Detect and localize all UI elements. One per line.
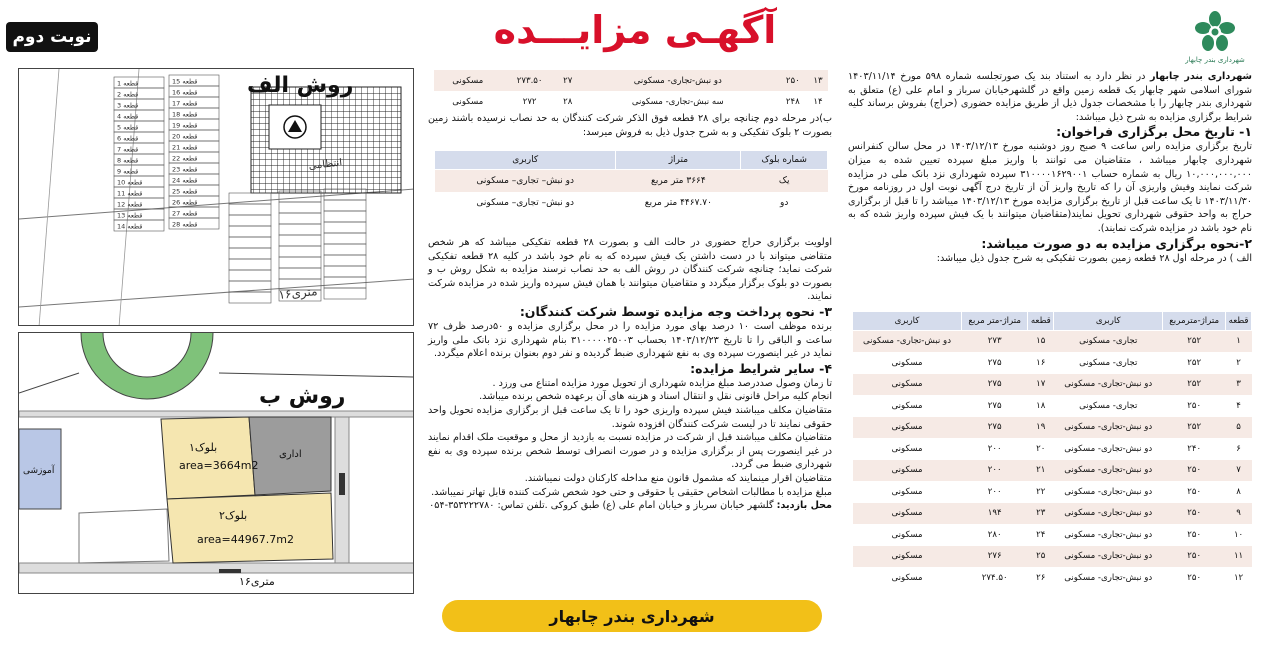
table-cell: ۲۰ [1028, 438, 1054, 460]
table-cell: دو نبش-تجاری- مسکونی [1054, 417, 1163, 439]
plot-label: قطعه 2 [117, 90, 139, 99]
table-cell: ۲۵ [1028, 546, 1054, 568]
blocks-table-header [435, 151, 828, 170]
plot-cell [229, 237, 271, 248]
plot-label: قطعه 5 [117, 123, 139, 132]
table-row [853, 438, 1252, 460]
plot-cell [324, 255, 366, 266]
intro-org: شهرداری بندر چابهار [1149, 71, 1252, 82]
table-cell: ۶ [1226, 438, 1252, 460]
table-cell: ۲۵۲ [1163, 331, 1226, 353]
plot-cell [279, 224, 321, 235]
blocks-table-body [435, 170, 828, 214]
plot-label: قطعه 8 [117, 156, 139, 165]
plot-label: قطعه 18 [172, 110, 198, 119]
table-cell: ۱۰ [1226, 524, 1252, 546]
table-cell: ۱۳ [808, 70, 828, 91]
block1-label: بلوک۱ [189, 441, 218, 454]
table-cell: تجاری- مسکونی [1054, 331, 1163, 353]
table-cell: ۲۷۳ [962, 331, 1028, 353]
table-cell: ۲۴۰ [1163, 438, 1226, 460]
visit-label: محل بازدید: [776, 500, 832, 512]
plot-label: قطعه 25 [172, 187, 198, 196]
col-area: متراژ-مترمربع [1163, 312, 1226, 331]
table-row [435, 170, 828, 192]
table-row [853, 524, 1252, 546]
logo-caption: شهرداری بندر چابهار [1185, 56, 1245, 64]
plot-cell [279, 246, 321, 257]
plot-cell [229, 292, 271, 303]
plot-label: قطعه 20 [172, 132, 198, 141]
plot-cell [229, 248, 271, 259]
plots-table-continued-body [434, 70, 828, 112]
table-row [853, 503, 1252, 525]
section3-heading: ۳- نحوه پرداخت وجه مزایده توسط شرکت کنندگان: [519, 303, 832, 319]
table-cell: ۲۵۰ [1163, 481, 1226, 503]
plot-label: قطعه 7 [117, 145, 139, 154]
plot-label: قطعه 17 [172, 99, 198, 108]
table-cell: ۱۴ [808, 91, 828, 112]
table-cell: ۲۲ [1028, 481, 1054, 503]
plot-label: قطعه 16 [172, 88, 198, 97]
table-cell: ۷ [1226, 460, 1252, 482]
table-row [853, 331, 1252, 353]
table-cell: ۱۹ [1028, 417, 1054, 439]
plot-label: قطعه 11 [117, 189, 143, 198]
table-cell: دو نبش-تجاری- مسکونی [578, 70, 778, 91]
plot-cell [324, 233, 366, 244]
col-usage: کاربری [853, 312, 962, 331]
col-area: متراژ-متر مربع [962, 312, 1028, 331]
table-cell: سه نبش-تجاری- مسکونی [578, 91, 778, 112]
plot-label: قطعه 27 [172, 209, 198, 218]
table-cell: دو نبش-تجاری- مسکونی [1054, 374, 1163, 396]
table-cell: ۲۸۰ [962, 524, 1028, 546]
table-cell: ۲۵۲ [1163, 352, 1226, 374]
plot-cell [229, 204, 271, 215]
table-cell: دو [779, 197, 789, 208]
plot-cell [324, 200, 366, 211]
table-cell: مسکونی [853, 481, 962, 503]
plot-cell [229, 215, 271, 226]
table-cell: ۲۴۸ [778, 91, 808, 112]
table-row [435, 192, 828, 214]
plot-cell [324, 288, 366, 299]
table-row [434, 70, 828, 91]
block-map [19, 333, 414, 594]
table-cell: ۵ [1226, 417, 1252, 439]
plot-label: قطعه 12 [117, 200, 143, 209]
block2-area: area=44967.7m2 [197, 533, 294, 546]
street-16m-label: ۱۶متری [277, 283, 319, 302]
table-cell: دو نبش-تجاری- مسکونی [1054, 481, 1163, 503]
table-row [434, 91, 828, 112]
table-cell: ۲۵۰ [1163, 460, 1226, 482]
table-cell: مسکونی [853, 438, 962, 460]
table-cell: دو نبش-تجاری- مسکونی [1054, 438, 1163, 460]
col-usage: کاربری [1054, 312, 1163, 331]
section2-heading: ۲-نحوه برگزاری مزایده به دو صورت میباشد: [981, 235, 1252, 251]
table-cell: مسکونی [853, 567, 962, 589]
table-cell: ۲۰۰ [962, 481, 1028, 503]
table-cell: ۲۵۰ [1163, 524, 1226, 546]
visit-text: گلشهر خیابان سرباز و خیابان امام علی (ع) طبق کروکی .تلفن تماس: ۳۵۳۲۲۲۷۸۰-۰۵۴ [429, 500, 777, 512]
plot-cell [324, 244, 366, 255]
col-area: متراژ [616, 151, 741, 170]
plot-label: قطعه 23 [172, 165, 198, 174]
table-cell: ۸ [1226, 481, 1252, 503]
table-cell: دو نبش– تجاری– مسکونی [476, 197, 574, 208]
block1-shape [161, 417, 255, 499]
section1-heading: ۱- تاریخ محل برگزاری فراخوان: [1056, 124, 1252, 140]
table-cell: ۲۰۰ [962, 460, 1028, 482]
table-cell: مسکونی [853, 395, 962, 417]
table-cell: ۲ [1226, 352, 1252, 374]
plots-table-header [853, 312, 1252, 331]
table-cell: ۲۳ [1028, 503, 1054, 525]
footer-municipality-banner: شهرداری بندر چابهار [442, 600, 822, 632]
table-row [853, 417, 1252, 439]
table-cell: ۱۶ [1028, 352, 1054, 374]
table-row [853, 374, 1252, 396]
table-cell: ۴ [1226, 395, 1252, 417]
map-method-b [18, 332, 414, 594]
visit-info [428, 499, 832, 513]
table-cell: مسکونی [853, 460, 962, 482]
plot-cell [279, 202, 321, 213]
plot-cell [324, 222, 366, 233]
table-cell: مسکونی [853, 417, 962, 439]
auction-title: آگهـی مزایـــده [493, 8, 777, 52]
table-cell: مسکونی [853, 524, 962, 546]
second-notice-badge: نوبت دوم [6, 22, 98, 52]
table-cell: ۳۶۶۴ متر مربع [616, 170, 741, 192]
table-cell: ۲۷۵ [962, 352, 1028, 374]
plot-label: قطعه 28 [172, 220, 198, 229]
condition-item: متقاضیان مکلف میباشند فیش سپرده واریزی خود را تا یک ساعت قبل از برگزاری مزایده تحویل واحد حقوقی نمایند تا در لیست شرکت کنندگان افزوده شوند. [428, 404, 832, 430]
table-cell: ۹ [1226, 503, 1252, 525]
table-row [853, 460, 1252, 482]
condition-item: تا زمان وصول صددرصد مبلغ مزایده شهرداری از تحویل مورد مزایده امتناع می ورزد . [492, 377, 832, 389]
plot-cell [279, 213, 321, 224]
table-cell: ۲۰۰ [962, 438, 1028, 460]
middle-column-text [428, 236, 832, 513]
table-cell: یک [741, 170, 828, 192]
plot-label: قطعه 1 [117, 79, 139, 88]
plot-cell [229, 259, 271, 270]
table-cell: مسکونی [853, 503, 962, 525]
table-cell: دو نبش-تجاری- مسکونی [1054, 546, 1163, 568]
table-cell: دو نبش-تجاری- مسکونی [1054, 503, 1163, 525]
plot-label: قطعه 24 [172, 176, 198, 185]
col-block: شماره بلوک [741, 151, 828, 170]
plot-cell [279, 257, 321, 268]
intro-text: در نظر دارد به استناد بند یک صورتجلسه شماره ۵۹۸ مورخ ۱۴۰۳/۱۱/۱۴ شورای اسلامی شهر چابهار یک قطعه زمین واقع در گلشهرخیابان سرباز و امام علی (ع) متعلق به شهرداری بندر چابهار را با مشخصات جدول ذیل از طریق مزایده حضوری (حراج) بفروش برساند کلیه شرایط برگزاری مزایده به شرح ذیل میباشد: [848, 71, 1252, 123]
table-cell: ۲۱ [1028, 460, 1054, 482]
table-cell: مسکونی [853, 546, 962, 568]
table-cell: دو نبش-تجاری- مسکونی [1054, 460, 1163, 482]
table-cell: ۲۷۶ [962, 546, 1028, 568]
section1-text: تاریخ برگزاری مزایده راس ساعت ۹ صبح روز دوشنبه مورخ ۱۴۰۳/۱۲/۱۳ در محل سالن کنفرانس شهرداری چابهار میباشد ، متقاضیان می توانند با واریز مبلغ سپرده تعیین شده به میزان ۱۰,۰۰۰,۰۰۰,۰۰۰ ریال به شماره حساب ۳۱۰۰۰۰۱۶۲۹۰۰۱ سپرده شهرداری نزد بانک ملی در مزایده شرکت نمایند وفیش واریزی آن را که تاریخ واریز آن از تاریخ درج آگهی نوبت اول در روزنامه مورخ ۱۴۰۳/۱۱/۳۰ تا یک ساعت قبل از تاریخ برگزاری مزایده مورخ ۱۴۰۳/۱۲/۱۳ میباشد را تا قبل از برگزاری حراج به واحد حقوقی شهرداری تحویل نمایند(متقاضیان میتوانند با یک فیش سپرده واریز شده که به نام خود باشد در مزایده شرکت نمایند). [848, 141, 1252, 234]
table-cell: ۱۹۴ [962, 503, 1028, 525]
table-cell: ۲۷۵ [962, 374, 1028, 396]
block1-area: area=3664m2 [179, 459, 259, 472]
table-cell: مسکونی [853, 374, 962, 396]
map-b-street-label: ۱۶متری [239, 575, 275, 588]
col-plot: قطعه [1226, 312, 1252, 331]
col-plot: قطعه [1028, 312, 1054, 331]
block2-shape [167, 493, 333, 563]
plot-cell [324, 211, 366, 222]
table-cell: مسکونی [853, 352, 962, 374]
table-cell: ۲۷۴.۵۰ [962, 567, 1028, 589]
table-cell: ۲۵۰ [1163, 395, 1226, 417]
table-cell: مسکونی [434, 70, 502, 91]
map-method-a [18, 68, 414, 326]
map-b-title: روش ب [259, 384, 346, 409]
block2-label: بلوک۲ [219, 509, 248, 522]
plot-cell [279, 235, 321, 246]
table-row [853, 481, 1252, 503]
section4-list [428, 377, 832, 499]
table-cell: ۲۵۰ [1163, 503, 1226, 525]
plot-label: قطعه 21 [172, 143, 198, 152]
condition-item: متقاضیان اقرار مینمایند که مشمول قانون منع مداخله کارکنان دولت نمیباشند. [524, 472, 832, 484]
plot-cell [324, 266, 366, 277]
table-row [853, 546, 1252, 568]
table-cell: دو نبش-تجاری- مسکونی [853, 331, 962, 353]
municipality-logo [1180, 10, 1250, 68]
table-cell: ۲۵۰ [1163, 567, 1226, 589]
condition-item: متقاضیان مکلف میباشند قبل از شرکت در مزایده نسبت به بازدید از محل و موقعیت ملک اقدام نمایند در غیر اینصورت پس از برگزاری مزایده و در صورت انصراف توسط شخص برنده سپرده وی به نفع شهرداری ضبط می گردد. [428, 432, 832, 471]
table-cell: ۲۵۰ [778, 70, 808, 91]
admin-label: اداری [279, 449, 302, 460]
table-row [853, 352, 1252, 374]
plot-label: قطعه 15 [172, 77, 198, 86]
table-cell: دو نبش-تجاری- مسکونی [1054, 524, 1163, 546]
plot-label: قطعه 14 [117, 222, 143, 231]
table-cell: ۲۷ [558, 70, 578, 91]
blocks-table [434, 150, 828, 214]
plot-label: قطعه 10 [117, 178, 143, 187]
priority-paragraph: اولویت برگزاری حراج حضوری در حالت الف و بصورت ۲۸ قطعه تفکیکی میباشد که هر شخص متقاضی میتواند با در دست داشتن یک فیش سپرده که به نام خود باشد در کلیه ۲۸ قطعه تفکیکی شرکت نماید؛ چنانچه شرکت کنندگان در روش الف به حد نصاب نرسند مزایده به شکل روش ب و بصورت دو بلوک برگزار میگردد و متقاضیان میتوانند با همان فیش سپرده واریز شده در مزایده شرکت نمایند. [428, 237, 832, 303]
table-cell: دو نبش-تجاری- مسکونی [1054, 567, 1163, 589]
flower-logo-icon [1193, 10, 1237, 54]
table-cell: ۱۲ [1226, 567, 1252, 589]
table-cell: ۲۵۲ [1163, 417, 1226, 439]
section2-text: الف ) در مرحله اول ۲۸ قطعه زمین بصورت تفکیکی به شرح جدول ذیل میباشد: [936, 252, 1252, 264]
table-cell: ۲۵۲ [1163, 374, 1226, 396]
table-cell: ۲۶ [1028, 567, 1054, 589]
plots-table-continued [434, 70, 828, 112]
plot-label: قطعه 22 [172, 154, 198, 163]
table-row [853, 567, 1252, 589]
plot-cell [229, 226, 271, 237]
table-cell: تجاری- مسکونی [1054, 395, 1163, 417]
plots-table [852, 311, 1252, 589]
plot-label: قطعه 4 [117, 112, 139, 121]
condition-item: مبلغ مزایده با مطالبات اشخاص حقیقی یا حقوقی و حتی خود شخص شرکت کننده قابل تهاتر نمیباشد. [431, 486, 832, 498]
plots-table-body [853, 331, 1252, 589]
table-row [853, 395, 1252, 417]
table-cell: ۲۵۰ [1163, 546, 1226, 568]
phase2-paragraph: ب)در مرحله دوم چنانچه برای ۲۸ قطعه فوق الذکر شرکت کنندگان به حد نصاب نرسیده باشند زمین بصورت ۲ بلوک تفکیکی و به شرح جدول ذیل به فروش میرسد: [428, 113, 832, 138]
table-cell: ۲۷۲ [502, 91, 558, 112]
col-usage: کاربری [435, 151, 616, 170]
plot-cell [229, 270, 271, 281]
table-cell: ۳ [1226, 374, 1252, 396]
section4-heading: ۴- سایر شرایط مزایده: [690, 360, 832, 376]
street-police-label: انتظامی [308, 157, 343, 172]
table-cell: ۱۸ [1028, 395, 1054, 417]
table-cell: دو نبش– تجاری– مسکونی [435, 170, 616, 192]
table-cell: مسکونی [434, 91, 502, 112]
plot-label: قطعه 19 [172, 121, 198, 130]
table-cell: ۱۱ [1226, 546, 1252, 568]
table-cell: ۱ [1226, 331, 1252, 353]
plot-subdivision-map [19, 69, 414, 326]
edu-label: آموزشی [23, 466, 55, 476]
section3-text: برنده موظف است ۱۰ درصد بهای مورد مزایده را در محل برگزاری مزایده و ۵۰درصد ظرف ۷۲ ساعت و الباقی را تا تاریخ ۱۴۰۳/۱۲/۲۳ بحساب ۳۱۰۰۰۰۰۲۵۰۰۳ بنام شهرداری نزد بانک ملی واریز نماید در غیر اینصورت سپرده وی به نفع شهرداری ضبط گردیده و نفر دوم بعنوان برنده اعلام میگردد. [428, 320, 832, 360]
right-column [848, 70, 1252, 265]
table-cell: ۴۴۶۷.۷۰ متر مربع [644, 197, 712, 208]
plot-label: قطعه 9 [117, 167, 139, 176]
plot-label: قطعه 13 [117, 211, 143, 220]
plot-label: قطعه 3 [117, 101, 139, 110]
plot-label: قطعه 26 [172, 198, 198, 207]
table-cell: ۲۷۵ [962, 395, 1028, 417]
table-cell: ۱۷ [1028, 374, 1054, 396]
table-cell: ۱۵ [1028, 331, 1054, 353]
plot-label: قطعه 6 [117, 134, 139, 143]
map-a-title: روش الف [247, 73, 354, 98]
table-cell: ۲۴ [1028, 524, 1054, 546]
intro-paragraph [848, 70, 1252, 124]
table-cell: تجاری- مسکونی [1054, 352, 1163, 374]
table-cell: ۲۷۵ [962, 417, 1028, 439]
condition-item: انجام کلیه مراحل قانونی نقل و انتقال اسناد و هزینه های آن برعهده شخص برنده میباشد. [479, 391, 832, 403]
plot-cell [279, 268, 321, 279]
table-cell: ۲۸ [558, 91, 578, 112]
table-cell: ۲۷۳.۵۰ [502, 70, 558, 91]
